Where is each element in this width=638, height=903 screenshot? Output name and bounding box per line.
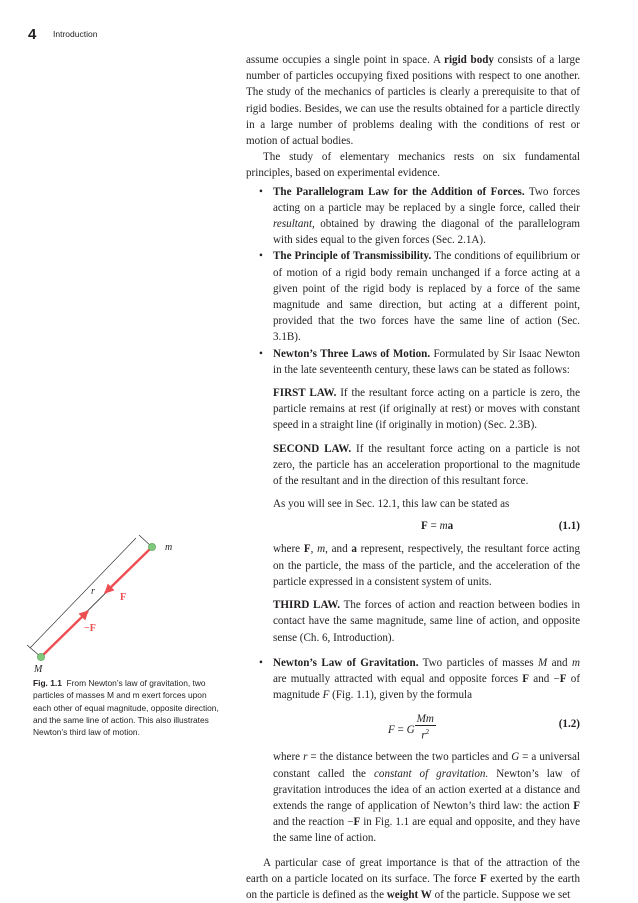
label-f: F: [120, 592, 127, 603]
force-arrow-neg-f: [41, 611, 88, 657]
caption-text: From Newton’s law of gravitation, two particles of masses M and m exert forces upon each other of equal magnitude, opposite direction, and the same line of action. This also illustrates Newton’s third law of motion.: [33, 678, 219, 738]
particle-m: [148, 543, 155, 550]
second-law-intro: As you will see in Sec. 12.1, this law can be stated as: [273, 498, 510, 511]
figure-1-1: [22, 535, 192, 675]
principles-list: [246, 184, 580, 378]
list-item: • Newton’s Three Laws of Motion. Formulated by Sir Isaac Newton in the late seventeenth century, these laws can be stated as follows:: [246, 346, 580, 378]
list-item: • The Principle of Transmissibility. The conditions of equilibrium or of motion of a rigid body remain unchanged if a force acting at a given point of the rigid body is replaced by a force of the same magnitude and same direction, but acting at a different point, provided that the two forces have the same line of action (Sec. 3.1B).: [246, 248, 580, 345]
list-item: • The Parallelogram Law for the Addition of Forces. Two forces acting on a particle may be replaced by a single force, called their resultant, obtained by drawing the diagonal of the parallelogram with sides equal to the given forces (Sec. 2.1A).: [246, 184, 580, 249]
paragraph: where F, m, and a represent, respectively, the resultant force acting on the particle, the mass of the particle, and the acceleration of the particle expressed in a consistent system of units.: [273, 543, 580, 588]
equation-number: (1.2): [558, 718, 580, 731]
paragraph: assume occupies a single point in space. A rigid body consists of a large number of particles occupying fixed positions with respect to one another. The study of the mechanics of particles is clearly a prerequisite to that of rigid bodies. Besides, we can use the results obtained for a particle directly in a large number of problems dealing with the conditions of rest or motion of actual bodies.: [246, 54, 580, 148]
principles-list: [246, 655, 580, 704]
equation-1-1: F = ma (1.1): [273, 518, 580, 534]
label-big-m: M: [34, 664, 43, 675]
force-arrow-f: [105, 547, 152, 593]
label-r: r: [91, 586, 95, 597]
particle-big-m: [37, 653, 44, 660]
third-law: THIRD LAW. The forces of action and reaction between bodies in contact have the same magnitude, same line of action, and opposite sense (Ch. 6, Introduction).: [273, 599, 581, 644]
body-text: [246, 52, 580, 903]
equation-number: (1.1): [558, 520, 580, 533]
list-item: • Newton’s Law of Gravitation. Two particles of masses M and m are mutually attracted with equal and opposite forces F and −F of magnitude F (Fig. 1.1), given by the formula: [246, 655, 580, 704]
page-number: 4: [28, 26, 37, 43]
paragraph: The study of elementary mechanics rests on six fundamental principles, based on experimental evidence.: [246, 151, 580, 180]
figure-caption: [33, 677, 225, 738]
first-law: FIRST LAW. If the resultant force acting on a particle is zero, the particle remains at rest (if originally at rest) or moves with constant speed in a straight line (if originally in motion) (Sec. 2.3B).: [273, 387, 580, 432]
equation-1-2: F = G $\frac{Mm}{r^2}$ (1.2): [388, 713, 580, 742]
paragraph: where r = the distance between the two particles and G = a universal constant called the constant of gravitation. Newton’s law of gravitation introduces the idea of an action exerted at a distance and extends the range of application of Newton’s third law: the action F and the reaction −F in Fig. 1.1 are equal and opposite, and they have the same line of action.: [273, 751, 581, 845]
second-law: SECOND LAW. If the resultant force acting on a particle is not zero, the particle has an acceleration proportional to the magnitude of the resultant and in the direction of this resultant force.: [273, 442, 580, 488]
term-rigid-body: rigid body: [444, 54, 494, 66]
label-neg-f: −F: [84, 623, 96, 634]
paragraph: A particular case of great importance is that of the attraction of the earth on a particle located on its surface. The force F exerted by the earth on the particle is defined as the weight W of the particle. Suppose we set: [246, 856, 580, 901]
label-m: m: [165, 542, 173, 553]
caption-label: Fig. 1.1: [33, 678, 62, 688]
running-head: Introduction: [53, 29, 98, 39]
fraction: $\frac{Mm}{r^2}$: [416, 713, 434, 742]
